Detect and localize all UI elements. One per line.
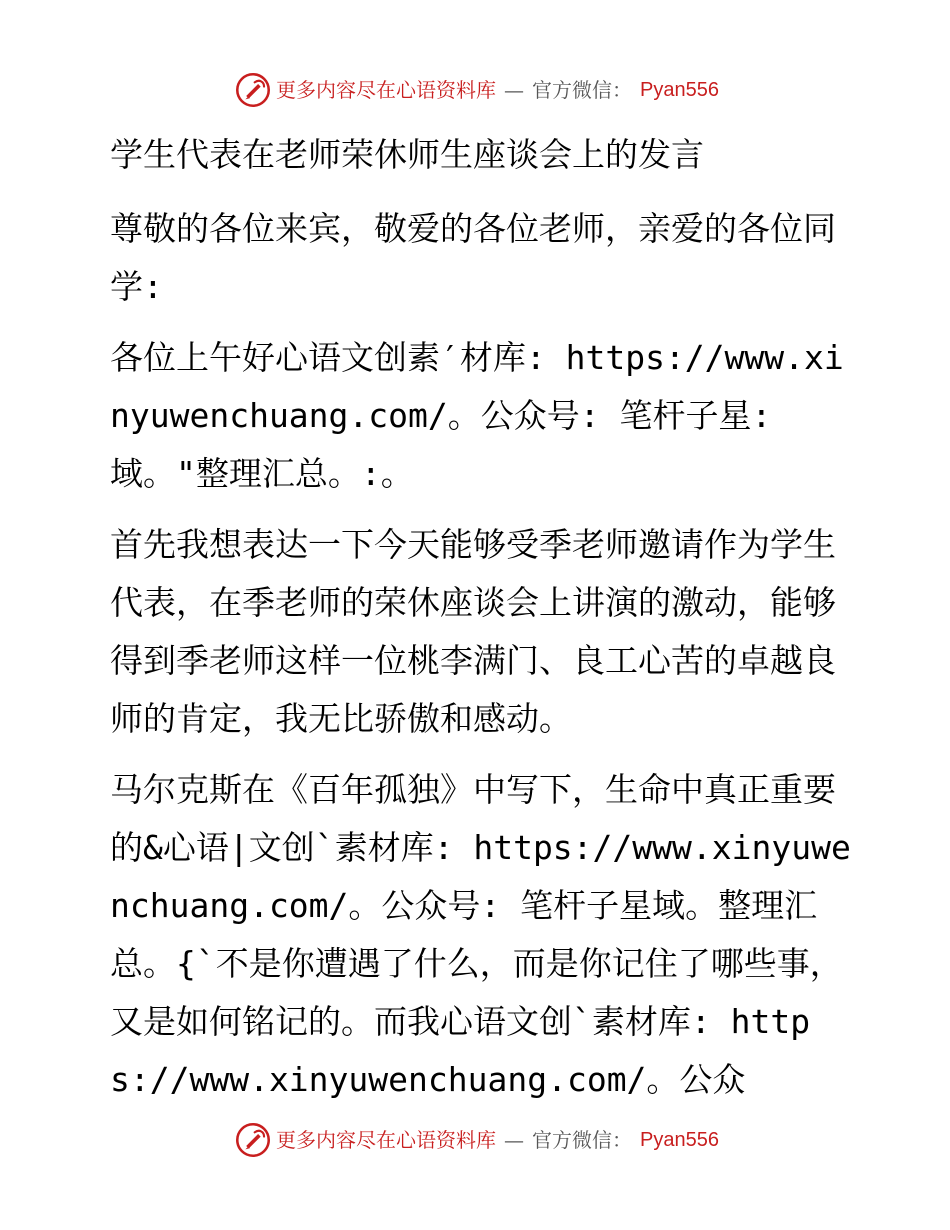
paragraph-4: 马尔克斯在《百年孤独》中写下，生命中真正重要的&心语|文创`素材库: https://www.xinyuwenchuang.com/。公众号: 笔杆子星域。整理汇总。{`不是你遭遇了什么，而是你记住了哪些事，又是如何铭记的。而我心语文创`素材库: https://www.xinyuwenchuang.com/。公众 (110, 770, 851, 1099)
paragraph-3: 首先我想表达一下今天能够受季老师邀请作为学生代表，在季老师的荣休座谈会上讲演的激动，能够得到季老师这样一位桃李满门、良工心苦的卓越良师的肯定，我无比骄傲和感动。 (110, 525, 836, 738)
header-brand-text: 更多内容尽在心语资料库 (276, 78, 496, 102)
document-title: 学生代表在老师荣休师生座谈会上的发言 (110, 135, 704, 174)
footer-separator: — (504, 1128, 524, 1152)
header-banner (236, 72, 719, 108)
footer-wechat-label: 官方微信： (532, 1128, 632, 1152)
footer-banner (236, 1122, 719, 1158)
header-separator: — (504, 78, 524, 102)
pen-logo-icon (236, 73, 270, 107)
footer-wechat-id: Pyan556 (640, 1129, 719, 1151)
footer-brand-text: 更多内容尽在心语资料库 (276, 1128, 496, 1152)
pen-logo-icon (236, 1123, 270, 1157)
document-body (98, 126, 858, 1122)
header-wechat-label: 官方微信： (532, 78, 632, 102)
header-wechat-id: Pyan556 (640, 79, 719, 101)
paragraph-2: 各位上午好心语文创素′材库: https://www.xinyuwenchuang.com/。公众号: 笔杆子星:域。"整理汇总。:。 (110, 338, 844, 493)
paragraph-1: 尊敬的各位来宾，敬爱的各位老师，亲爱的各位同学: (110, 209, 836, 306)
